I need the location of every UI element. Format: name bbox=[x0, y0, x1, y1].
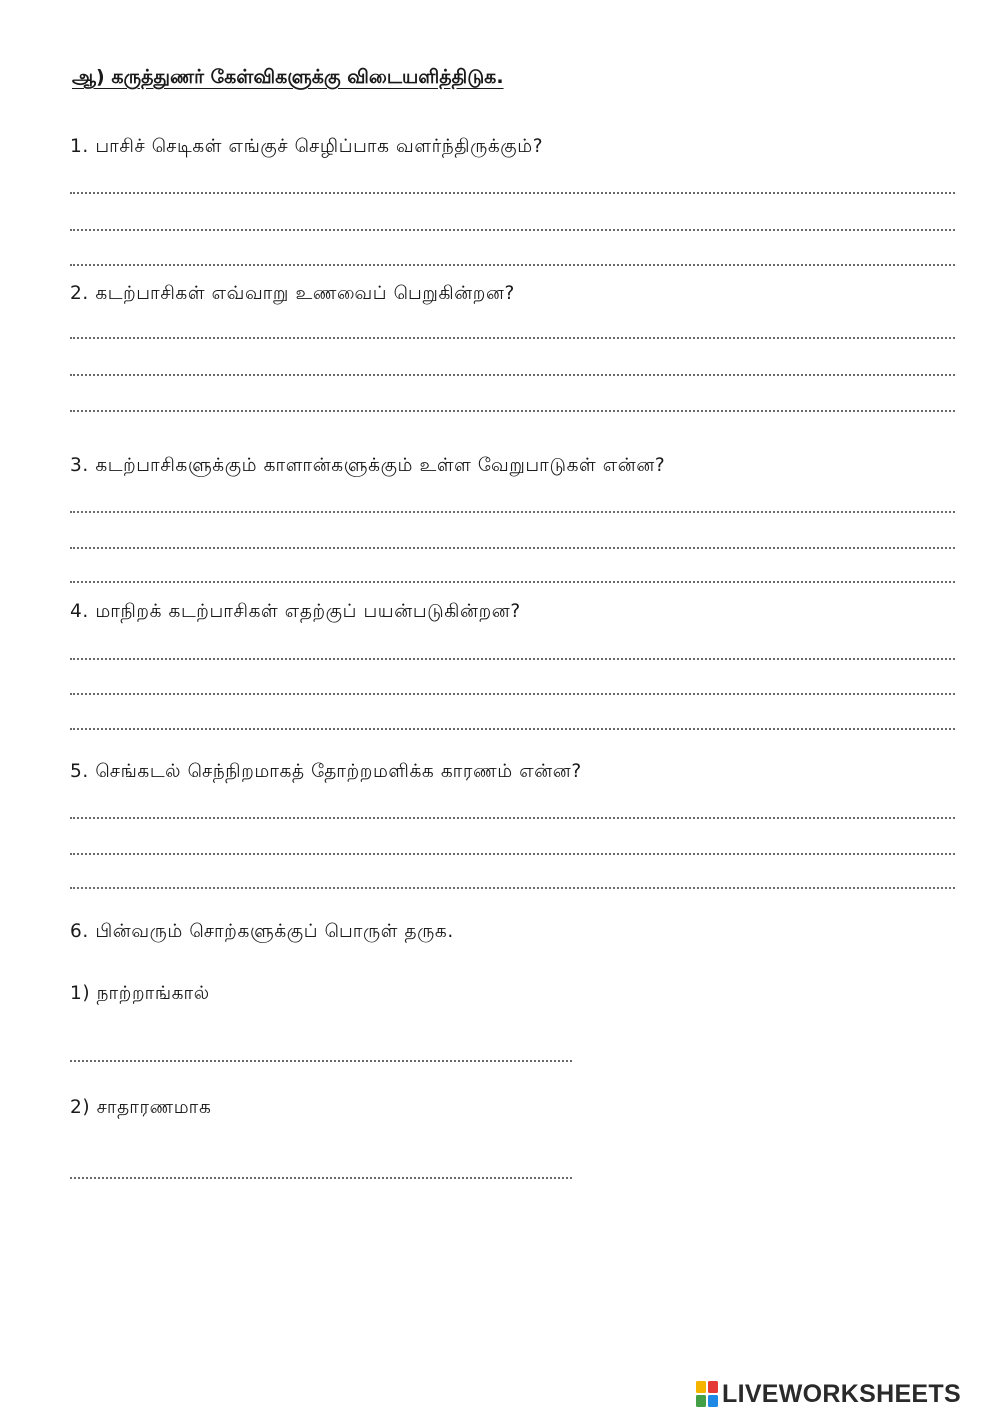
word-2: 2) சாதாரணமாக bbox=[70, 1097, 212, 1118]
answer-line-4b[interactable] bbox=[70, 693, 955, 695]
answer-line-5c[interactable] bbox=[70, 887, 955, 889]
answer-line-word-1[interactable] bbox=[70, 1060, 572, 1062]
question-3: 3. கடற்பாசிகளுக்கும் காளான்களுக்கும் உள்ள வேறுபாடுகள் என்ன? bbox=[70, 455, 666, 476]
question-4: 4. மாநிறக் கடற்பாசிகள் எதற்குப் பயன்படுகின்றன? bbox=[70, 601, 521, 622]
answer-line-1a[interactable] bbox=[70, 192, 955, 194]
question-2: 2. கடற்பாசிகள் எவ்வாறு உணவைப் பெறுகின்றன? bbox=[70, 283, 515, 304]
logo-block-2 bbox=[708, 1381, 718, 1393]
logo-block-1 bbox=[696, 1381, 706, 1393]
logo-block-4 bbox=[708, 1395, 718, 1407]
answer-line-3b[interactable] bbox=[70, 547, 955, 549]
word-1: 1) நாற்றாங்கால் bbox=[70, 983, 210, 1004]
answer-line-5b[interactable] bbox=[70, 853, 955, 855]
answer-line-2a[interactable] bbox=[70, 337, 955, 339]
answer-line-3c[interactable] bbox=[70, 581, 955, 583]
liveworksheets-logo[interactable] bbox=[696, 1379, 996, 1411]
answer-line-1c[interactable] bbox=[70, 264, 955, 266]
question-6: 6. பின்வரும் சொற்களுக்குப் பொருள் தருக. bbox=[70, 921, 454, 942]
logo-block-3 bbox=[696, 1395, 706, 1407]
answer-line-word-2[interactable] bbox=[70, 1177, 572, 1179]
question-5: 5. செங்கடல் செந்நிறமாகத் தோற்றமளிக்க காரணம் என்ன? bbox=[70, 761, 582, 782]
answer-line-1b[interactable] bbox=[70, 229, 955, 231]
answer-line-2c[interactable] bbox=[70, 410, 955, 412]
section-heading: ஆ) கருத்துணர் கேள்விகளுக்கு விடையளித்திடுக. bbox=[72, 66, 504, 88]
answer-line-3a[interactable] bbox=[70, 511, 955, 513]
answer-line-5a[interactable] bbox=[70, 817, 955, 819]
logo-icon bbox=[696, 1381, 718, 1407]
logo-text: LIVEWORKSHEETS bbox=[722, 1380, 961, 1408]
answer-line-4a[interactable] bbox=[70, 658, 955, 660]
answer-line-4c[interactable] bbox=[70, 728, 955, 730]
question-1: 1. பாசிச் செடிகள் எங்குச் செழிப்பாக வளர்ந்திருக்கும்? bbox=[70, 136, 544, 157]
answer-line-2b[interactable] bbox=[70, 374, 955, 376]
